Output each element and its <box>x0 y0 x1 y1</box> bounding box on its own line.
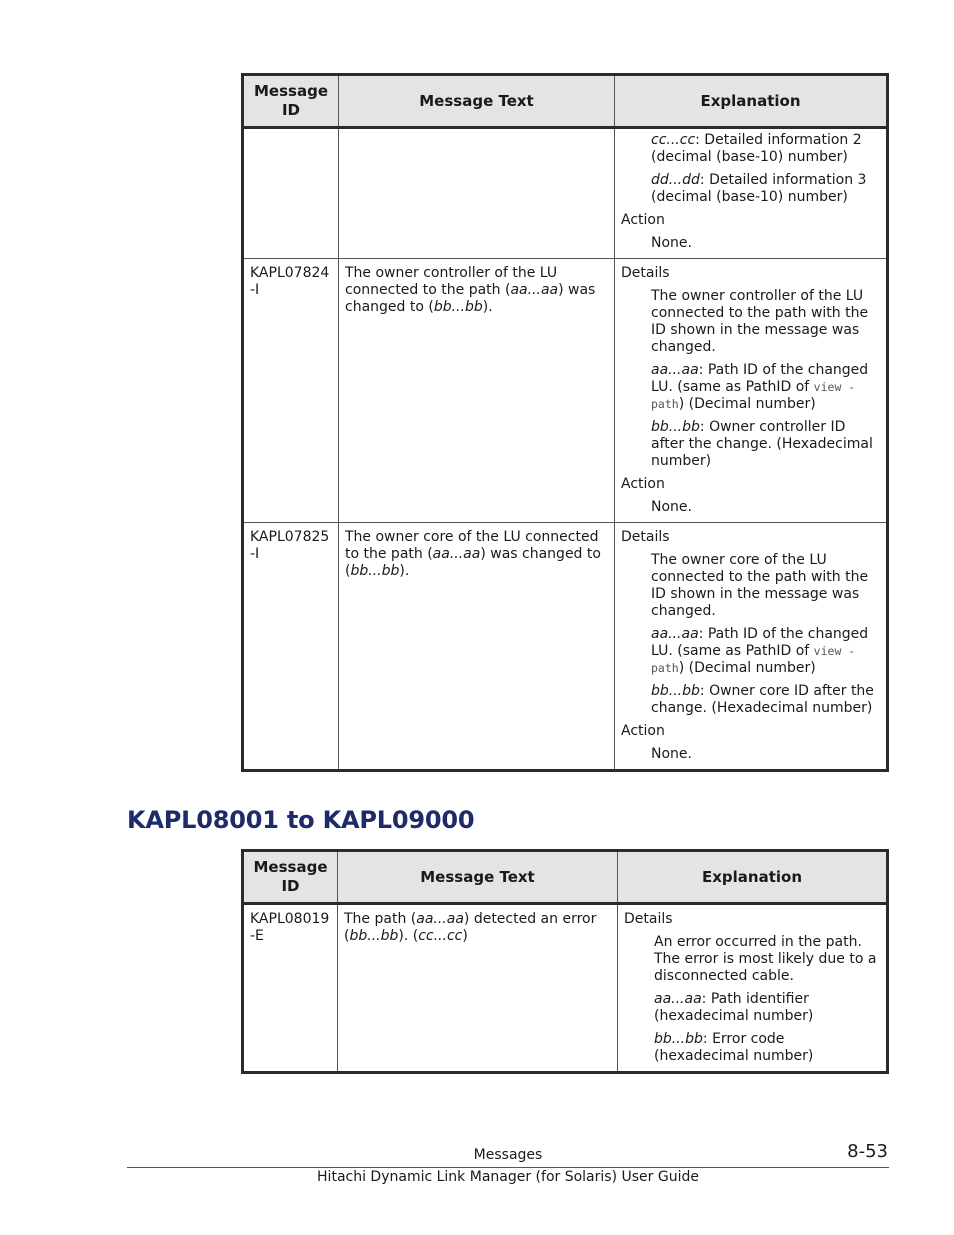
detail-item: aa...aa: Path identifier (hexadecimal number) <box>654 991 814 1024</box>
explanation-cell <box>615 128 888 259</box>
footer-divider <box>127 1167 889 1168</box>
message-id-cell <box>243 128 339 259</box>
header-message-id: Message ID <box>243 851 338 904</box>
action-label: Action <box>621 212 665 228</box>
message-id-cell: KAPL08019 -E <box>243 904 338 1073</box>
action-label: Action <box>621 476 665 492</box>
header-message-id: Message ID <box>243 75 339 128</box>
message-text-cell <box>339 128 615 259</box>
detail-item: bb...bb: Owner controller ID after the change. (Hexadecimal number) <box>651 419 873 469</box>
details-text: The owner core of the LU connected to the path with the ID shown in the message was changed. <box>651 552 869 619</box>
message-text-cell: The owner controller of the LU connected to the path (aa...aa) was changed to (bb...bb). <box>339 259 615 523</box>
detail-item: aa...aa: Path ID of the changed LU. (same as PathID of view -path) (Decimal number) <box>651 362 869 412</box>
table-row <box>243 128 888 259</box>
header-message-text: Message Text <box>339 75 615 128</box>
message-id-cell: KAPL07824 -I <box>243 259 339 523</box>
action-label: Action <box>621 723 665 739</box>
footer-section-name: Messages <box>473 1147 543 1163</box>
details-text: An error occurred in the path. The error is most likely due to a disconnected cable. <box>654 934 877 984</box>
details-label: Details <box>621 529 670 545</box>
explanation-cell <box>615 259 888 523</box>
header-message-text: Message Text <box>338 851 618 904</box>
page-number: 8-53 <box>847 1141 888 1162</box>
detail-item: dd...dd: Detailed information 3 (decimal (base-10) number) <box>651 172 867 205</box>
detail-item: bb...bb: Error code (hexadecimal number) <box>654 1031 814 1064</box>
action-text: None. <box>651 235 692 251</box>
action-text: None. <box>651 499 692 515</box>
detail-item: aa...aa: Path ID of the changed LU. (same as PathID of view -path) (Decimal number) <box>651 626 869 676</box>
table-row <box>243 259 888 523</box>
message-text-cell: The path (aa...aa) detected an error (bb...bb). (cc...cc) <box>338 904 618 1073</box>
detail-item: bb...bb: Owner core ID after the change. (Hexadecimal number) <box>651 683 874 716</box>
table-row <box>243 904 888 1073</box>
message-table-continued <box>241 73 889 772</box>
explanation-cell <box>618 904 888 1073</box>
message-text-cell: The owner core of the LU connected to the path (aa...aa) was changed to (bb...bb). <box>339 523 615 771</box>
details-label: Details <box>624 911 673 927</box>
header-explanation: Explanation <box>618 851 888 904</box>
details-text: The owner controller of the LU connected to the path with the ID shown in the message was changed. <box>651 288 869 355</box>
explanation-cell <box>615 523 888 771</box>
table-header-row <box>243 851 888 904</box>
detail-item: cc...cc: Detailed information 2 (decimal (base-10) number) <box>651 132 862 165</box>
table-row <box>243 523 888 771</box>
details-label: Details <box>621 265 670 281</box>
action-text: None. <box>651 746 692 762</box>
table-header-row <box>243 75 888 128</box>
message-id-cell: KAPL07825 -I <box>243 523 339 771</box>
message-table <box>241 849 889 1074</box>
header-explanation: Explanation <box>615 75 888 128</box>
section-heading: KAPL08001 to KAPL09000 <box>127 806 475 834</box>
footer-book-title: Hitachi Dynamic Link Manager (for Solaris) User Guide <box>317 1169 699 1185</box>
